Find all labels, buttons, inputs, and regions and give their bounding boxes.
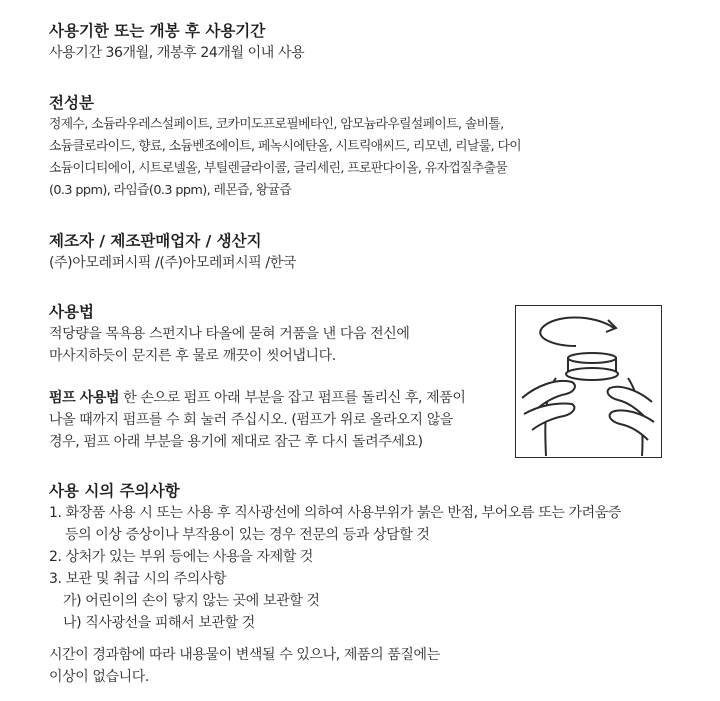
caution-item-2: 2. 상처가 있는 부위 등에는 사용을 자제할 것 (49, 549, 314, 565)
ingredients-section (49, 92, 521, 202)
pump-usage-text: 한 손으로 펌프 아래 부분을 잡고 펌프를 돌리신 후, 제품이 (119, 390, 466, 406)
pump-usage-line-3: 경우, 펌프 아래 부분을 용기에 제대로 잠근 후 다시 돌려주세요) (49, 434, 423, 450)
caution-item-3-a: 가) 어린이의 손이 닿지 않는 곳에 보관할 것 (63, 593, 320, 609)
pump-usage-label: 펌프 사용법 (49, 390, 120, 406)
cautions-section (49, 480, 621, 688)
manufacturer-section (49, 230, 296, 274)
manufacturer-heading: 제조자 / 제조판매업자 / 생산지 (49, 232, 262, 250)
ingredients-line-2: 소듐클로라이드, 향료, 소듐벤조에이트, 페녹시에탄올, 시트릭애씨드, 리모넨, 리날룰, 다이 (49, 139, 521, 154)
expiry-heading: 사용기한 또는 개봉 후 사용기간 (49, 22, 266, 40)
caution-item-3-b: 나) 직사광선을 피해서 보관할 것 (63, 615, 255, 631)
caution-item-3: 3. 보관 및 취급 시의 주의사항 (49, 571, 227, 587)
expiry-text: 사용기간 36개월, 개봉후 24개월 이내 사용 (49, 45, 305, 61)
pump-usage-line-2: 나올 때까지 펌프를 수 회 눌러 주십시오. (펌프가 위로 올라오지 않을 (49, 412, 453, 428)
caution-item-1: 1. 화장품 사용 시 또는 사용 후 직사광선에 의하여 사용부위가 붉은 반점, 부어오름 또는 가려움증 (49, 505, 622, 521)
ingredients-line-3: 소듐이디티에이, 시트로넬올, 부틸렌글라이콜, 글리세린, 프로판다이올, 유자껍질추출물 (49, 161, 508, 176)
cautions-heading: 사용 시의 주의사항 (49, 482, 180, 500)
usage-heading: 사용법 (49, 303, 94, 321)
pump-twist-hand-icon (515, 305, 662, 458)
usage-section (49, 301, 466, 453)
ingredients-line-1: 정제수, 소듐라우레스설페이트, 코카미도프로필베타인, 암모늄라우릴설페이트, 솔비톨, (49, 117, 504, 132)
caution-item-1-cont: 등의 이상 증상이나 부작용이 있는 경우 전문의 등과 상담할 것 (65, 527, 430, 543)
ingredients-heading: 전성분 (49, 94, 94, 112)
pump-usage-line-1 (49, 387, 466, 409)
expiry-section (49, 20, 304, 64)
usage-line-2: 마사지하듯이 문지른 후 물로 깨끗이 씻어냅니다. (49, 348, 336, 364)
ingredients-line-4: (0.3 ppm), 라임즙(0.3 ppm), 레몬즙, 왕귤즙 (49, 183, 292, 198)
usage-line-1: 적당량을 목욕용 스펀지나 타올에 묻혀 거품을 낸 다음 전신에 (49, 326, 410, 342)
caution-note-line-2: 이상이 없습니다. (49, 669, 149, 685)
pump-illustration-svg (516, 306, 660, 456)
caution-note-line-1: 시간이 경과함에 따라 내용물이 변색될 수 있으나, 제품의 품질에는 (49, 647, 440, 663)
manufacturer-text: (주)아모레퍼시픽 /(주)아모레퍼시픽 /한국 (49, 255, 296, 271)
